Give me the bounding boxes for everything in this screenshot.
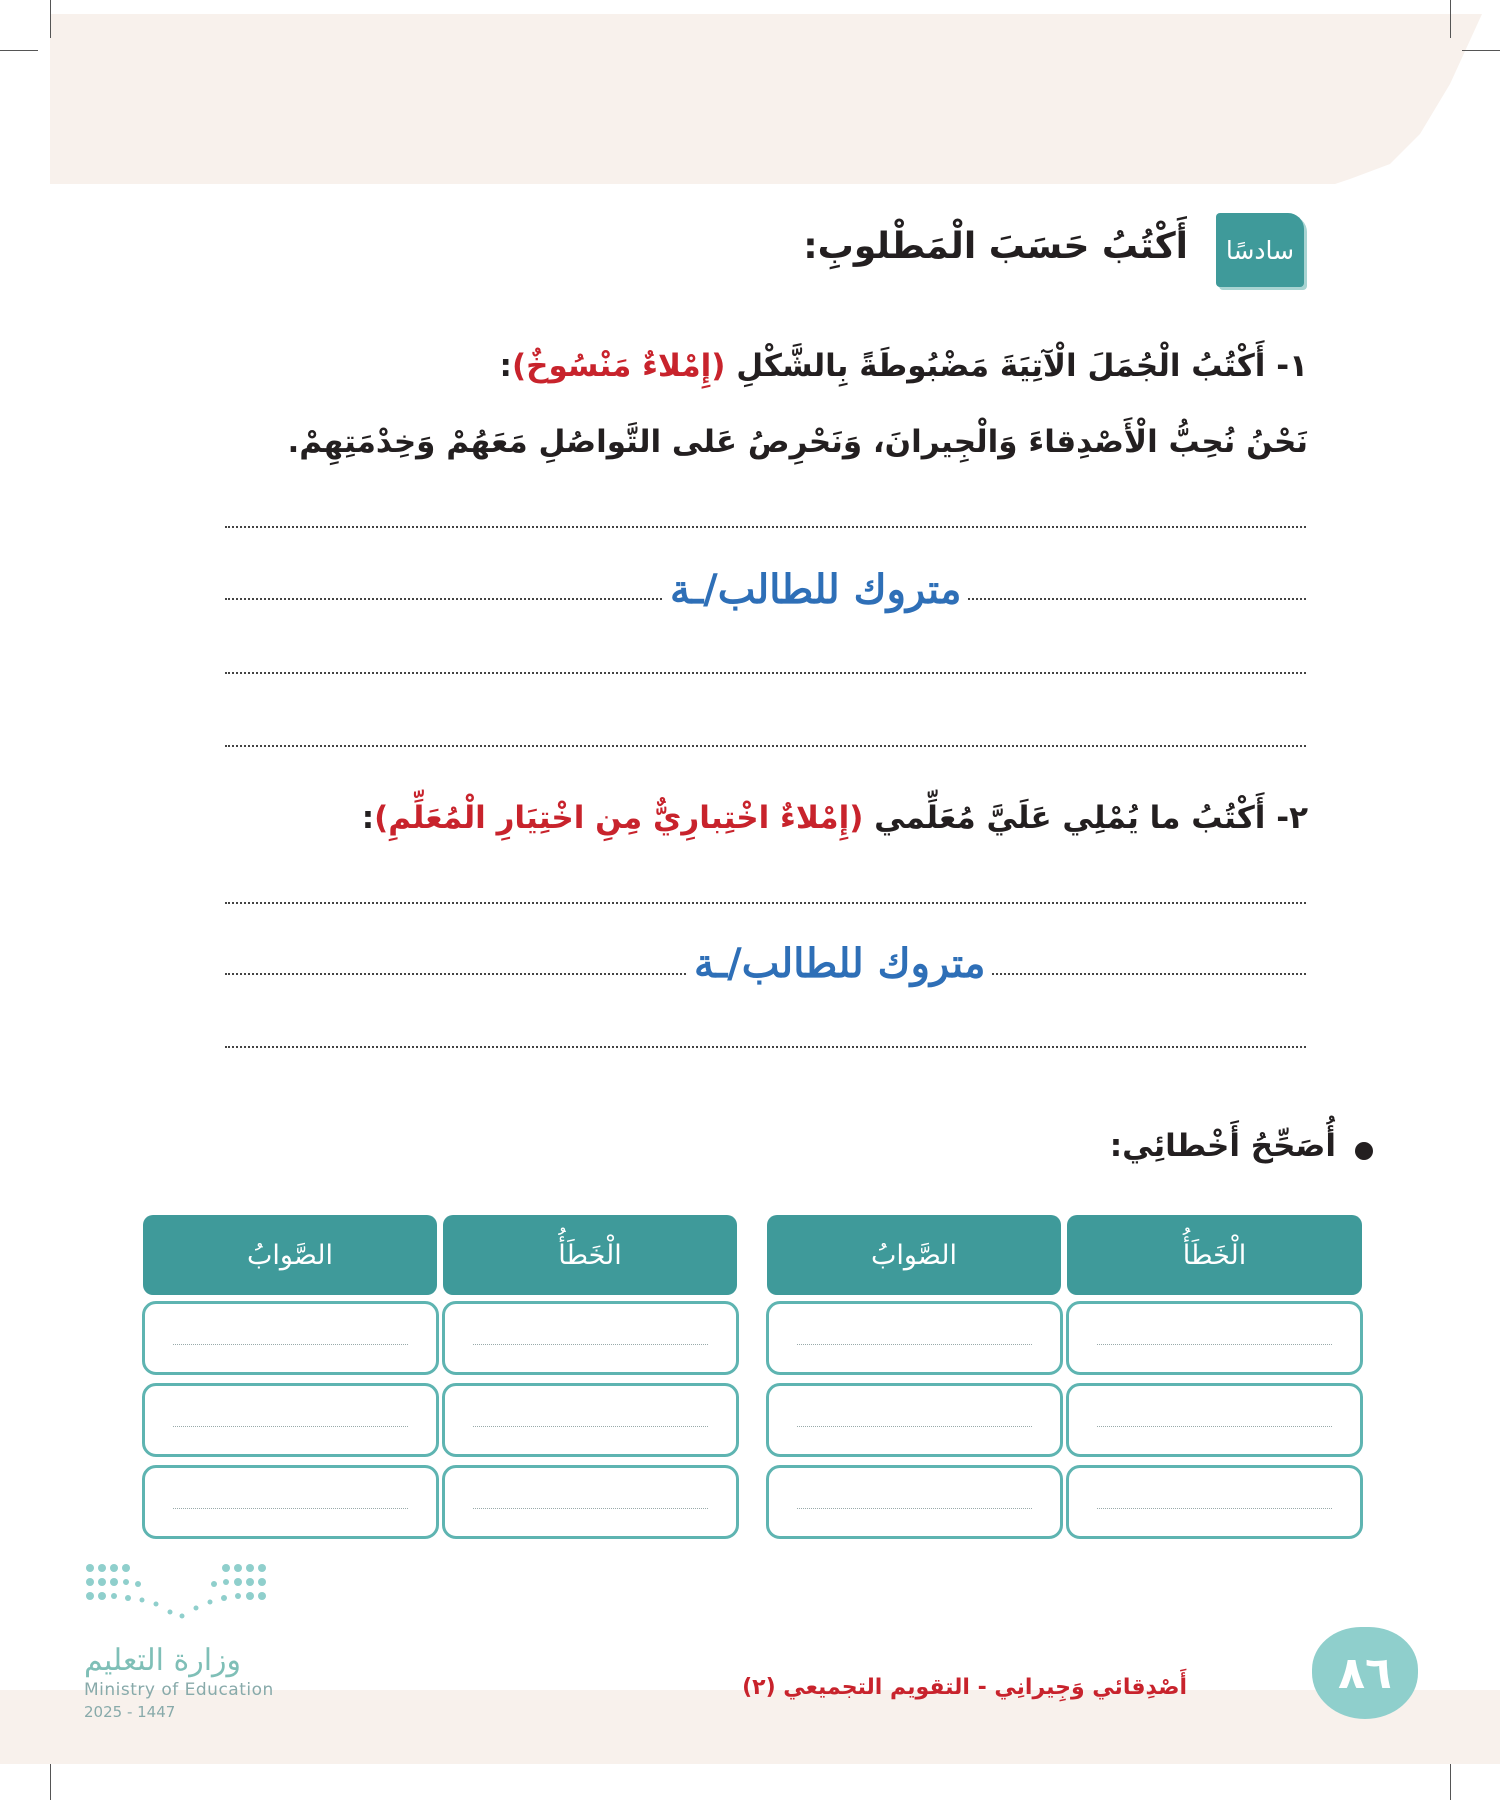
table-header-wrong: الْخَطَأُ [1067,1215,1362,1295]
answer-line[interactable] [225,672,1306,674]
question-1-note: (إِمْلاءٌ مَنْسُوخٌ) [511,348,726,384]
page-number: ٨٦ [1312,1627,1418,1719]
header-band-corner [1300,14,1500,184]
crop-mark [0,50,38,51]
ministry-name-arabic: وزارة التعليم [84,1643,242,1678]
section-badge: سادسًا [1216,213,1304,287]
crop-mark [50,0,51,38]
table-cell-right[interactable] [766,1383,1063,1457]
question-2-prefix: ٢- أَكْتُبُ ما يُمْلِي عَلَيَّ مُعَلِّمي [874,800,1308,836]
table-cell-wrong[interactable] [442,1383,739,1457]
crop-mark [50,1762,51,1800]
ministry-name-english: Ministry of Education [84,1680,274,1700]
question-1-instruction [500,348,1308,384]
table-header-wrong: الْخَطَأُ [443,1215,737,1295]
table-cell-wrong[interactable] [1066,1301,1363,1375]
crop-mark [1450,0,1451,38]
table-cell-wrong[interactable] [1066,1383,1363,1457]
corrections-title: أُصَحِّحُ أَخْطائِي: [1109,1128,1336,1164]
answer-line[interactable] [225,526,1306,528]
table-cell-wrong[interactable] [442,1301,739,1375]
crop-mark [1462,50,1500,51]
table-cell-right[interactable] [766,1465,1063,1539]
table-cell-wrong[interactable] [1066,1465,1363,1539]
question-2-instruction [362,800,1308,836]
table-header-right: الصَّوابُ [143,1215,437,1295]
ministry-year: 2025 - 1447 [84,1703,176,1721]
answer-line[interactable] [225,902,1306,904]
question-2-note: (إِمْلاءٌ اخْتِبارِيٌّ مِنِ اخْتِيَارِ الْمُعَلِّمِ) [374,800,864,836]
table-cell-right[interactable] [766,1301,1063,1375]
answer-line[interactable] [225,745,1306,747]
table-cell-right[interactable] [142,1465,439,1539]
ministry-logo-icon [84,1560,268,1630]
bullet-icon [1355,1142,1373,1160]
top-header-band [50,14,1500,184]
section-title: أَكْتُبُ حَسَبَ الْمَطْلوبِ: [803,226,1188,267]
question-1-colon: : [499,348,512,384]
answer-line[interactable] [225,1046,1306,1048]
question-1-sentence: نَحْنُ نُحِبُّ الْأَصْدِقاءَ وَالْجِيرانَ، وَنَحْرِصُ عَلى التَّواصُلِ مَعَهُمْ وَخِدْمَتِهِمْ. [287,424,1308,460]
table-cell-wrong[interactable] [442,1465,739,1539]
question-2-colon: : [361,800,375,836]
table-cell-right[interactable] [142,1383,439,1457]
table-header-right: الصَّوابُ [767,1215,1061,1295]
footer-band [0,1690,1500,1764]
question-1-answer: متروك للطالب/ـة [664,566,967,613]
table-cell-right[interactable] [142,1301,439,1375]
question-1-prefix: ١- أَكْتُبُ الْجُمَلَ الْآتِيَةَ مَضْبُوطَةً بِالشَّكْلِ [736,348,1308,384]
footer-unit-title: أَصْدِقائي وَجِيرانِي - التقويم التجميعي (٢) [742,1675,1187,1700]
crop-mark [1450,1762,1451,1800]
question-2-answer: متروك للطالب/ـة [688,940,991,987]
